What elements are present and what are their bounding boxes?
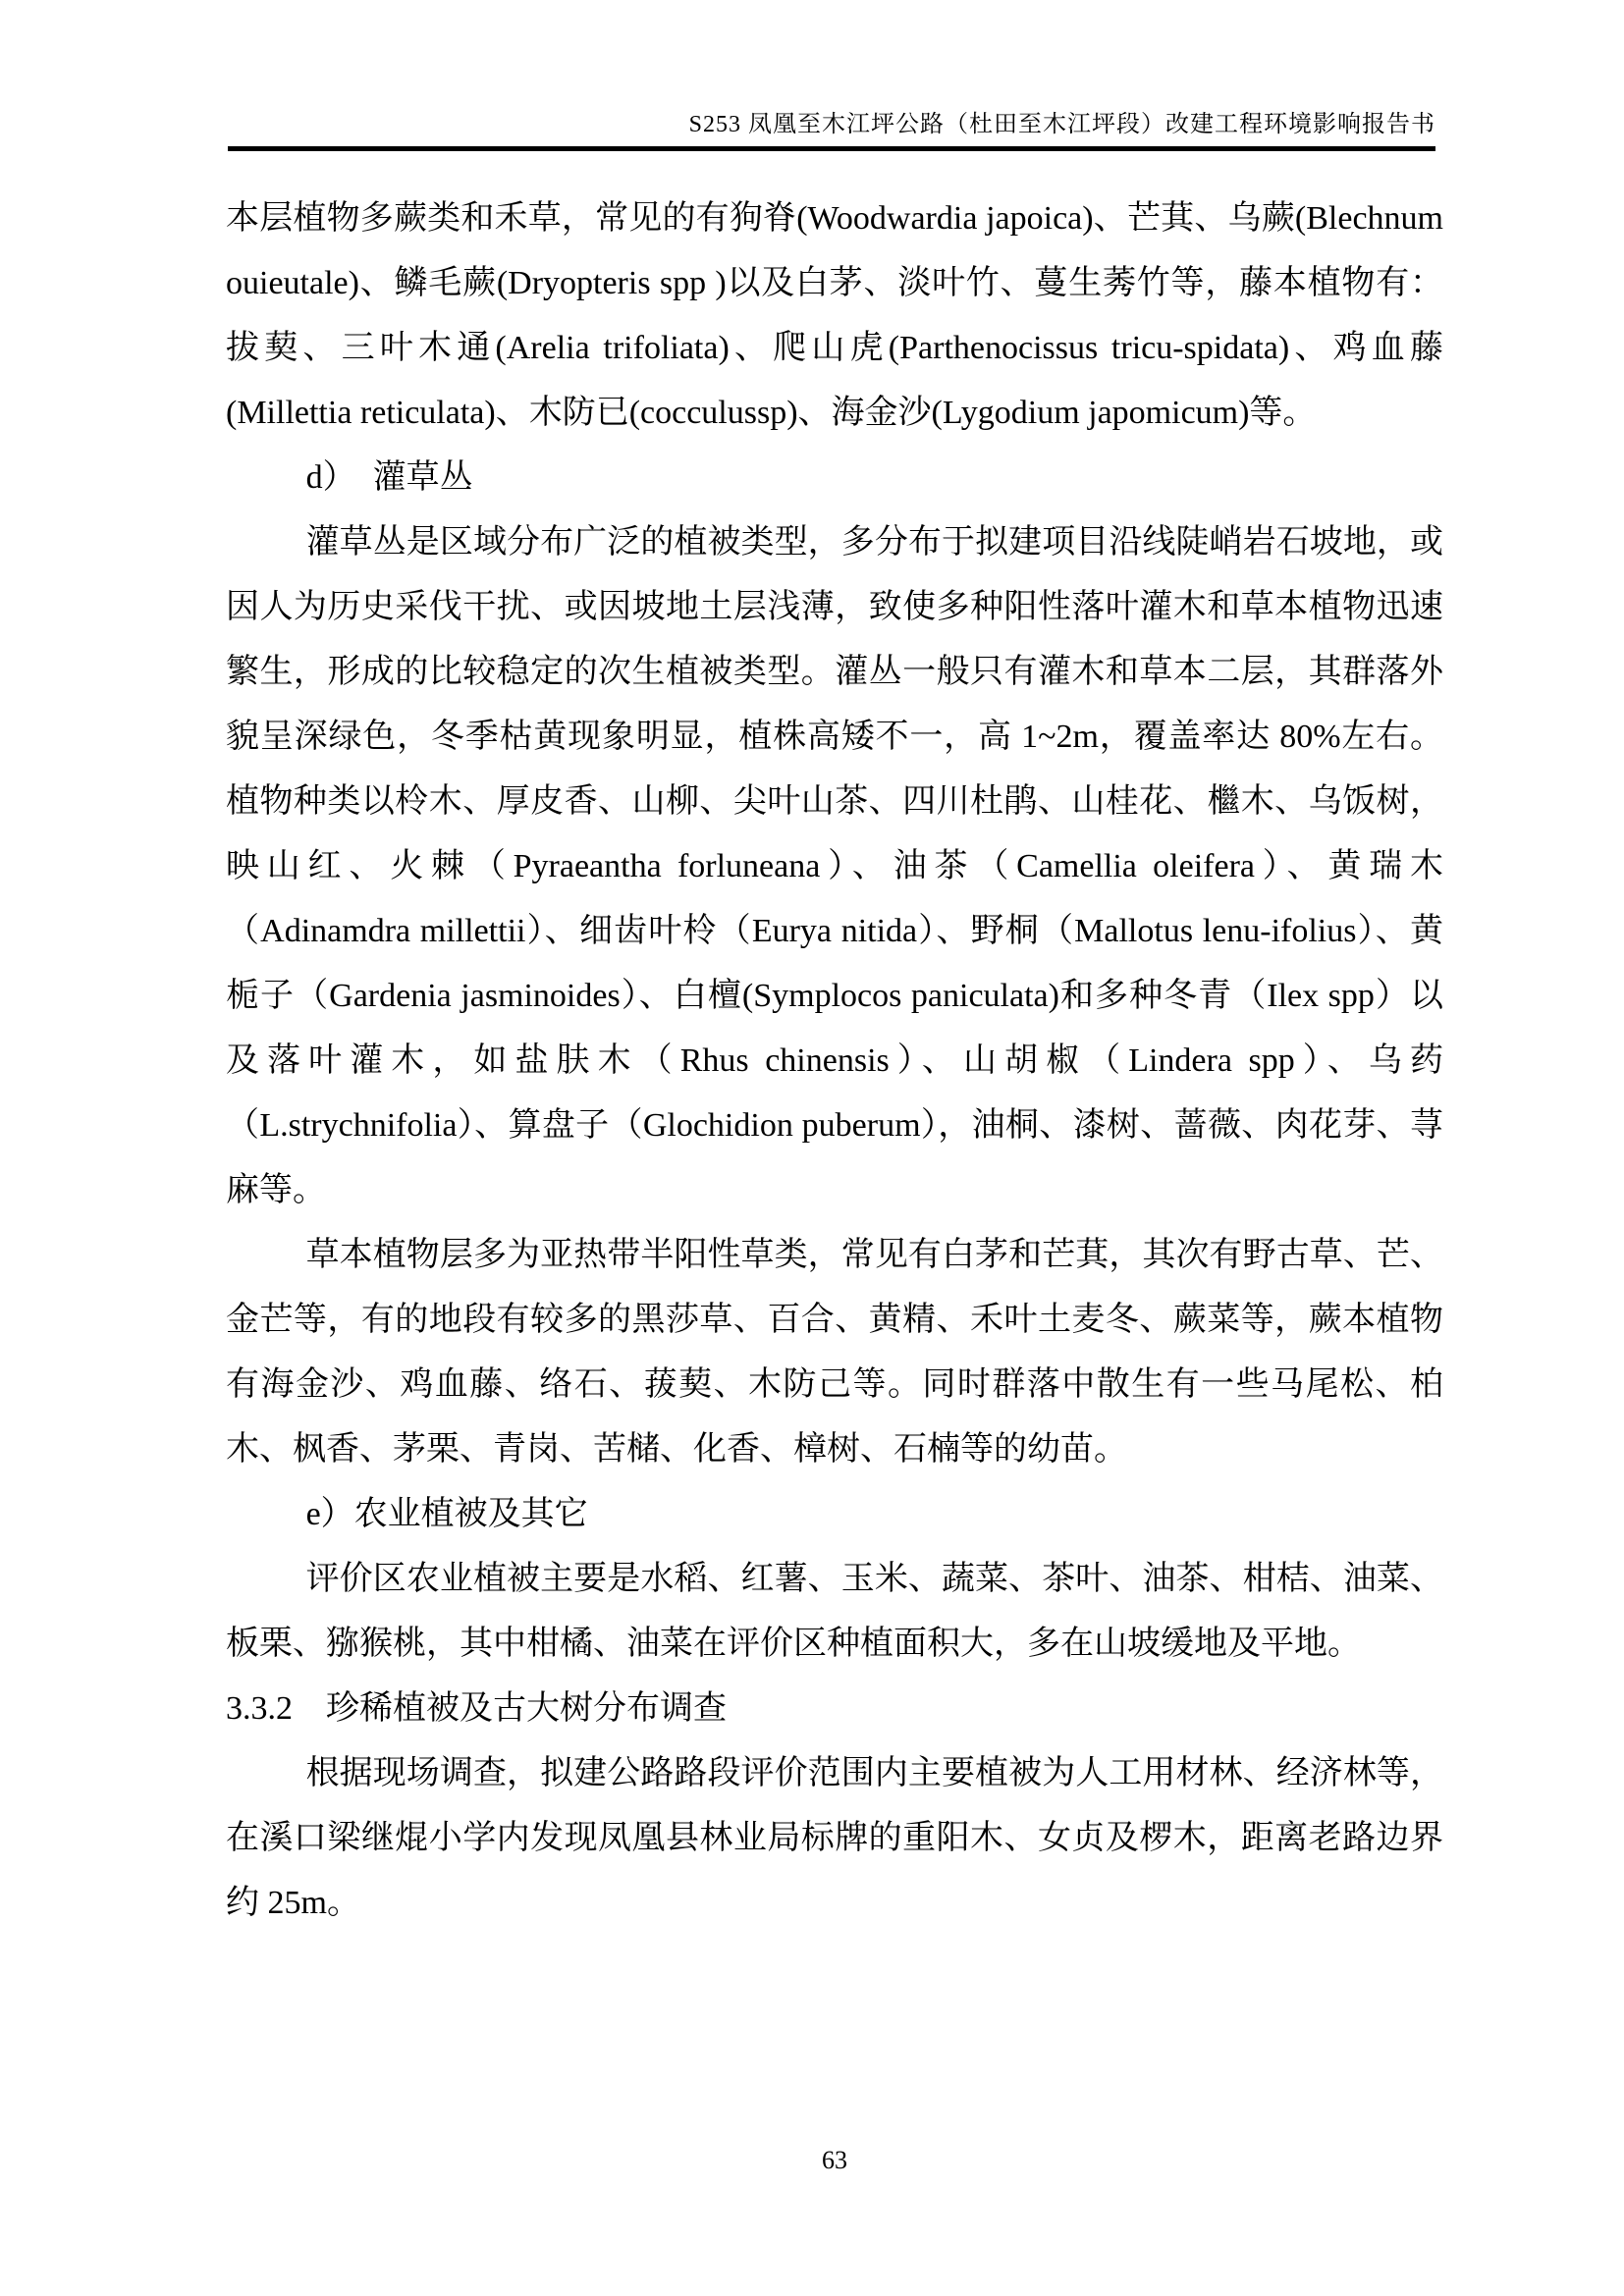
header-rule [228,146,1435,151]
page-header-title: S253 凤凰至木江坪公路（杜田至木江坪段）改建工程环境影响报告书 [688,112,1435,137]
page-number: 63 [822,2146,847,2174]
paragraph-rare-vegetation-survey: 根据现场调查，拟建公路路段评价范围内主要植被为人工用材林、经济林等，在溪口梁继焜小学内发现凤凰县林业局标牌的重阳木、女贞及椤木，距离老路边界约 25m。 [226,1755,1443,1921]
section-heading-3-3-2: 3.3.2 珍稀植被及古大树分布调查 [226,1690,727,1727]
paragraph-ferns-grasses: 本层植物多蕨类和禾草，常见的有狗脊(Woodwardia japoica)、芒萁、乌蕨(Blechnum ouieutale)、鳞毛蕨(Dryopteris spp )以及白茅、淡叶竹、蔓生莠竹等，藤本植物有：拔葜、三叶木通(Arelia trifoliata)、爬山虎(Parthenocissus tricu-spidata)、鸡血藤(Millettia reticulata)、木防已(cocculussp)、海金沙(Lygodium japomicum)等。 [226,200,1443,431]
document-body [226,187,1443,1936]
paragraph-shrub-grass-description: 灌草丛是区域分布广泛的植被类型，多分布于拟建项目沿线陡峭岩石坡地，或因人为历史采伐干扰、或因坡地土层浅薄，致使多种阳性落叶灌木和草本植物迅速繁生，形成的比较稳定的次生植被类型。灌丛一般只有灌木和草本二层，其群落外貌呈深绿色，冬季枯黄现象明显，植株高矮不一，高 1~2m，覆盖率达 80%左右。植物种类以柃木、厚皮香、山柳、尖叶山茶、四川杜鹃、山桂花、檵木、乌饭树，映山红、火棘（Pyraeantha forluneana）、油茶（Camellia oleifera）、黄瑞木（Adinamdra millettii）、细齿叶柃（Eurya nitida）、野桐（Mallotus lenu-ifolius）、黄栀子（Gardenia jasminoides）、白檀(Symplocos paniculata)和多种冬青（Ilex spp）以及落叶灌木，如盐肤木（Rhus chinensis）、山胡椒（Lindera spp）、乌药（L.strychnifolia）、算盘子（Glochidion puberum），油桐、漆树、蔷薇、肉花芽、荨麻等。 [226,524,1443,1208]
paragraph-agricultural-vegetation: 评价区农业植被主要是水稻、红薯、玉米、蔬菜、茶叶、油茶、柑桔、油菜、板栗、猕猴桃，其中柑橘、油菜在评价区种植面积大，多在山坡缓地及平地。 [226,1561,1443,1662]
subheading-d-shrub-grass: d） 灌草丛 [305,459,473,496]
paragraph-herb-layer: 草本植物层多为亚热带半阳性草类，常见有白茅和芒萁，其次有野古草、芒、金芒等，有的地段有较多的黑莎草、百合、黄精、禾叶土麦冬、蕨菜等，蕨本植物有海金沙、鸡血藤、络石、菝葜、木防己等。同时群落中散生有一些马尾松、柏木、枫香、茅栗、青岗、苦槠、化香、樟树、石楠等的幼苗。 [226,1237,1443,1468]
subheading-e-agricultural-vegetation: e）农业植被及其它 [305,1496,588,1532]
